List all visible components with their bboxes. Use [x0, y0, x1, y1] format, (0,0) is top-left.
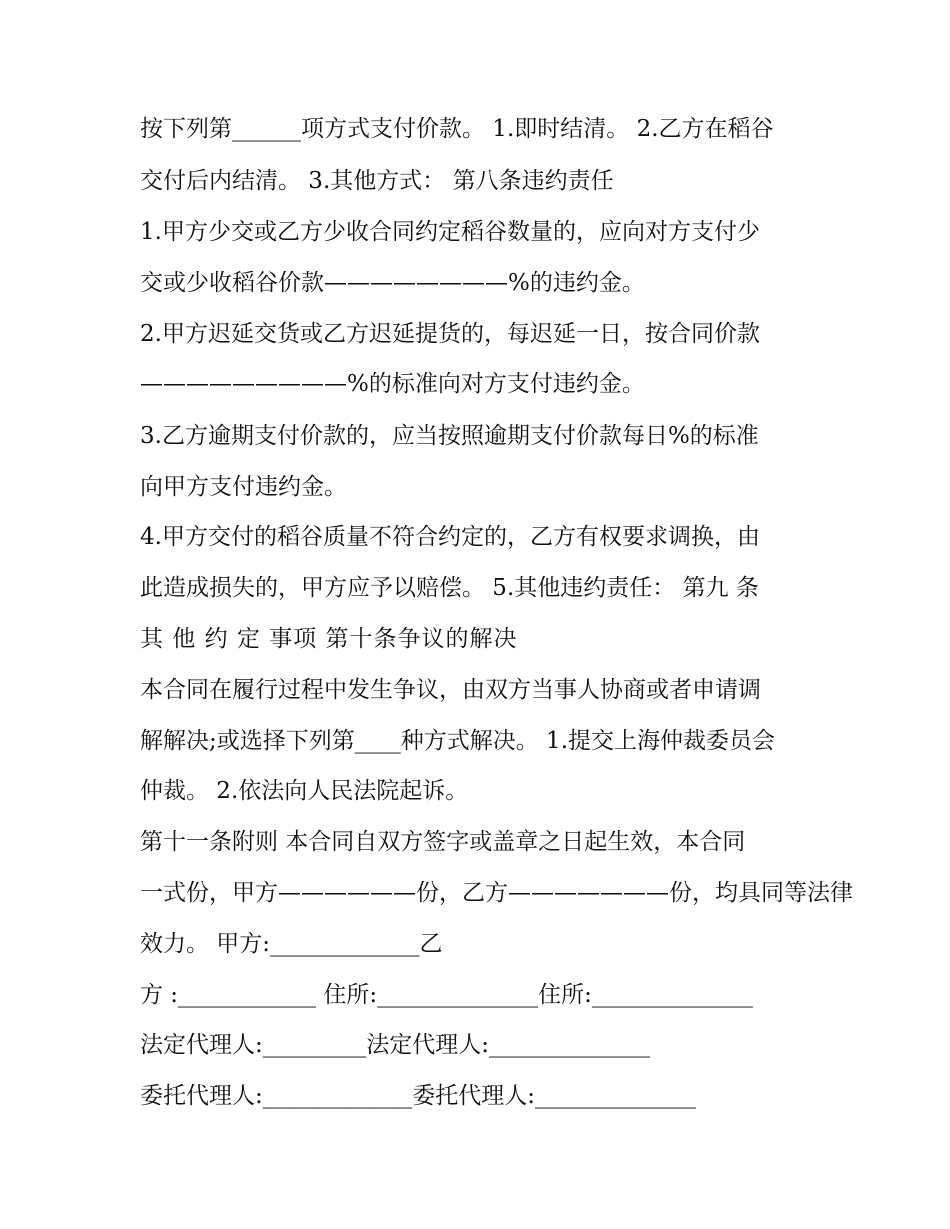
text-line: 委托代理人:_____________委托代理人:______________: [140, 1083, 696, 1109]
text-line: 第十一条附则 本合同自双方签字或盖章之日起生效，本合同: [140, 829, 746, 855]
text-line: 此造成损失的，甲方应予以赔偿。 5.其他违约责任： 第九 条: [140, 575, 759, 601]
text-line: 仲裁。 2.依法向人民法院起诉。: [140, 778, 469, 804]
text-line: 2.甲方迟延交货或乙方迟延提货的，每迟延一日，按合同价款: [140, 321, 760, 347]
text-line: 法定代理人:_________法定代理人:______________: [140, 1032, 650, 1058]
text-line: 效力。 甲方:_____________乙: [140, 931, 443, 957]
text-line: 其 他 约 定 事项 第十条争议的解决: [140, 626, 518, 652]
text-line: 向甲方支付违约金。: [140, 474, 347, 500]
text-line: 一式份，甲方——————份，乙方———————份，均具同等法律: [140, 880, 853, 906]
text-line: 交付后内结清。 3.其他方式： 第八条违约责任: [140, 168, 614, 194]
text-line: 4.甲方交付的稻谷质量不符合约定的，乙方有权要求调换，由: [140, 524, 760, 550]
text-line: 按下列第______项方式支付价款。 1.即时结清。 2.乙方在稻谷: [140, 116, 774, 142]
text-line: 1.甲方少交或乙方少收合同约定稻谷数量的，应向对方支付少: [140, 219, 760, 245]
text-line: 交或少收稻谷价款————————%的违约金。: [140, 270, 645, 296]
text-line: 解解决;或选择下列第____种方式解决。 1.提交上海仲裁委员会: [140, 728, 776, 754]
text-line: 本合同在履行过程中发生争议，由双方当事人协商或者申请调: [140, 677, 761, 703]
text-line: 3.乙方逾期支付价款的，应当按照逾期支付价款每日%的标准: [140, 423, 759, 449]
text-line: 方 :____________ 住所:______________住所:______________: [140, 982, 753, 1008]
text-line: —————————%的标准向对方支付违约金。: [140, 371, 645, 397]
